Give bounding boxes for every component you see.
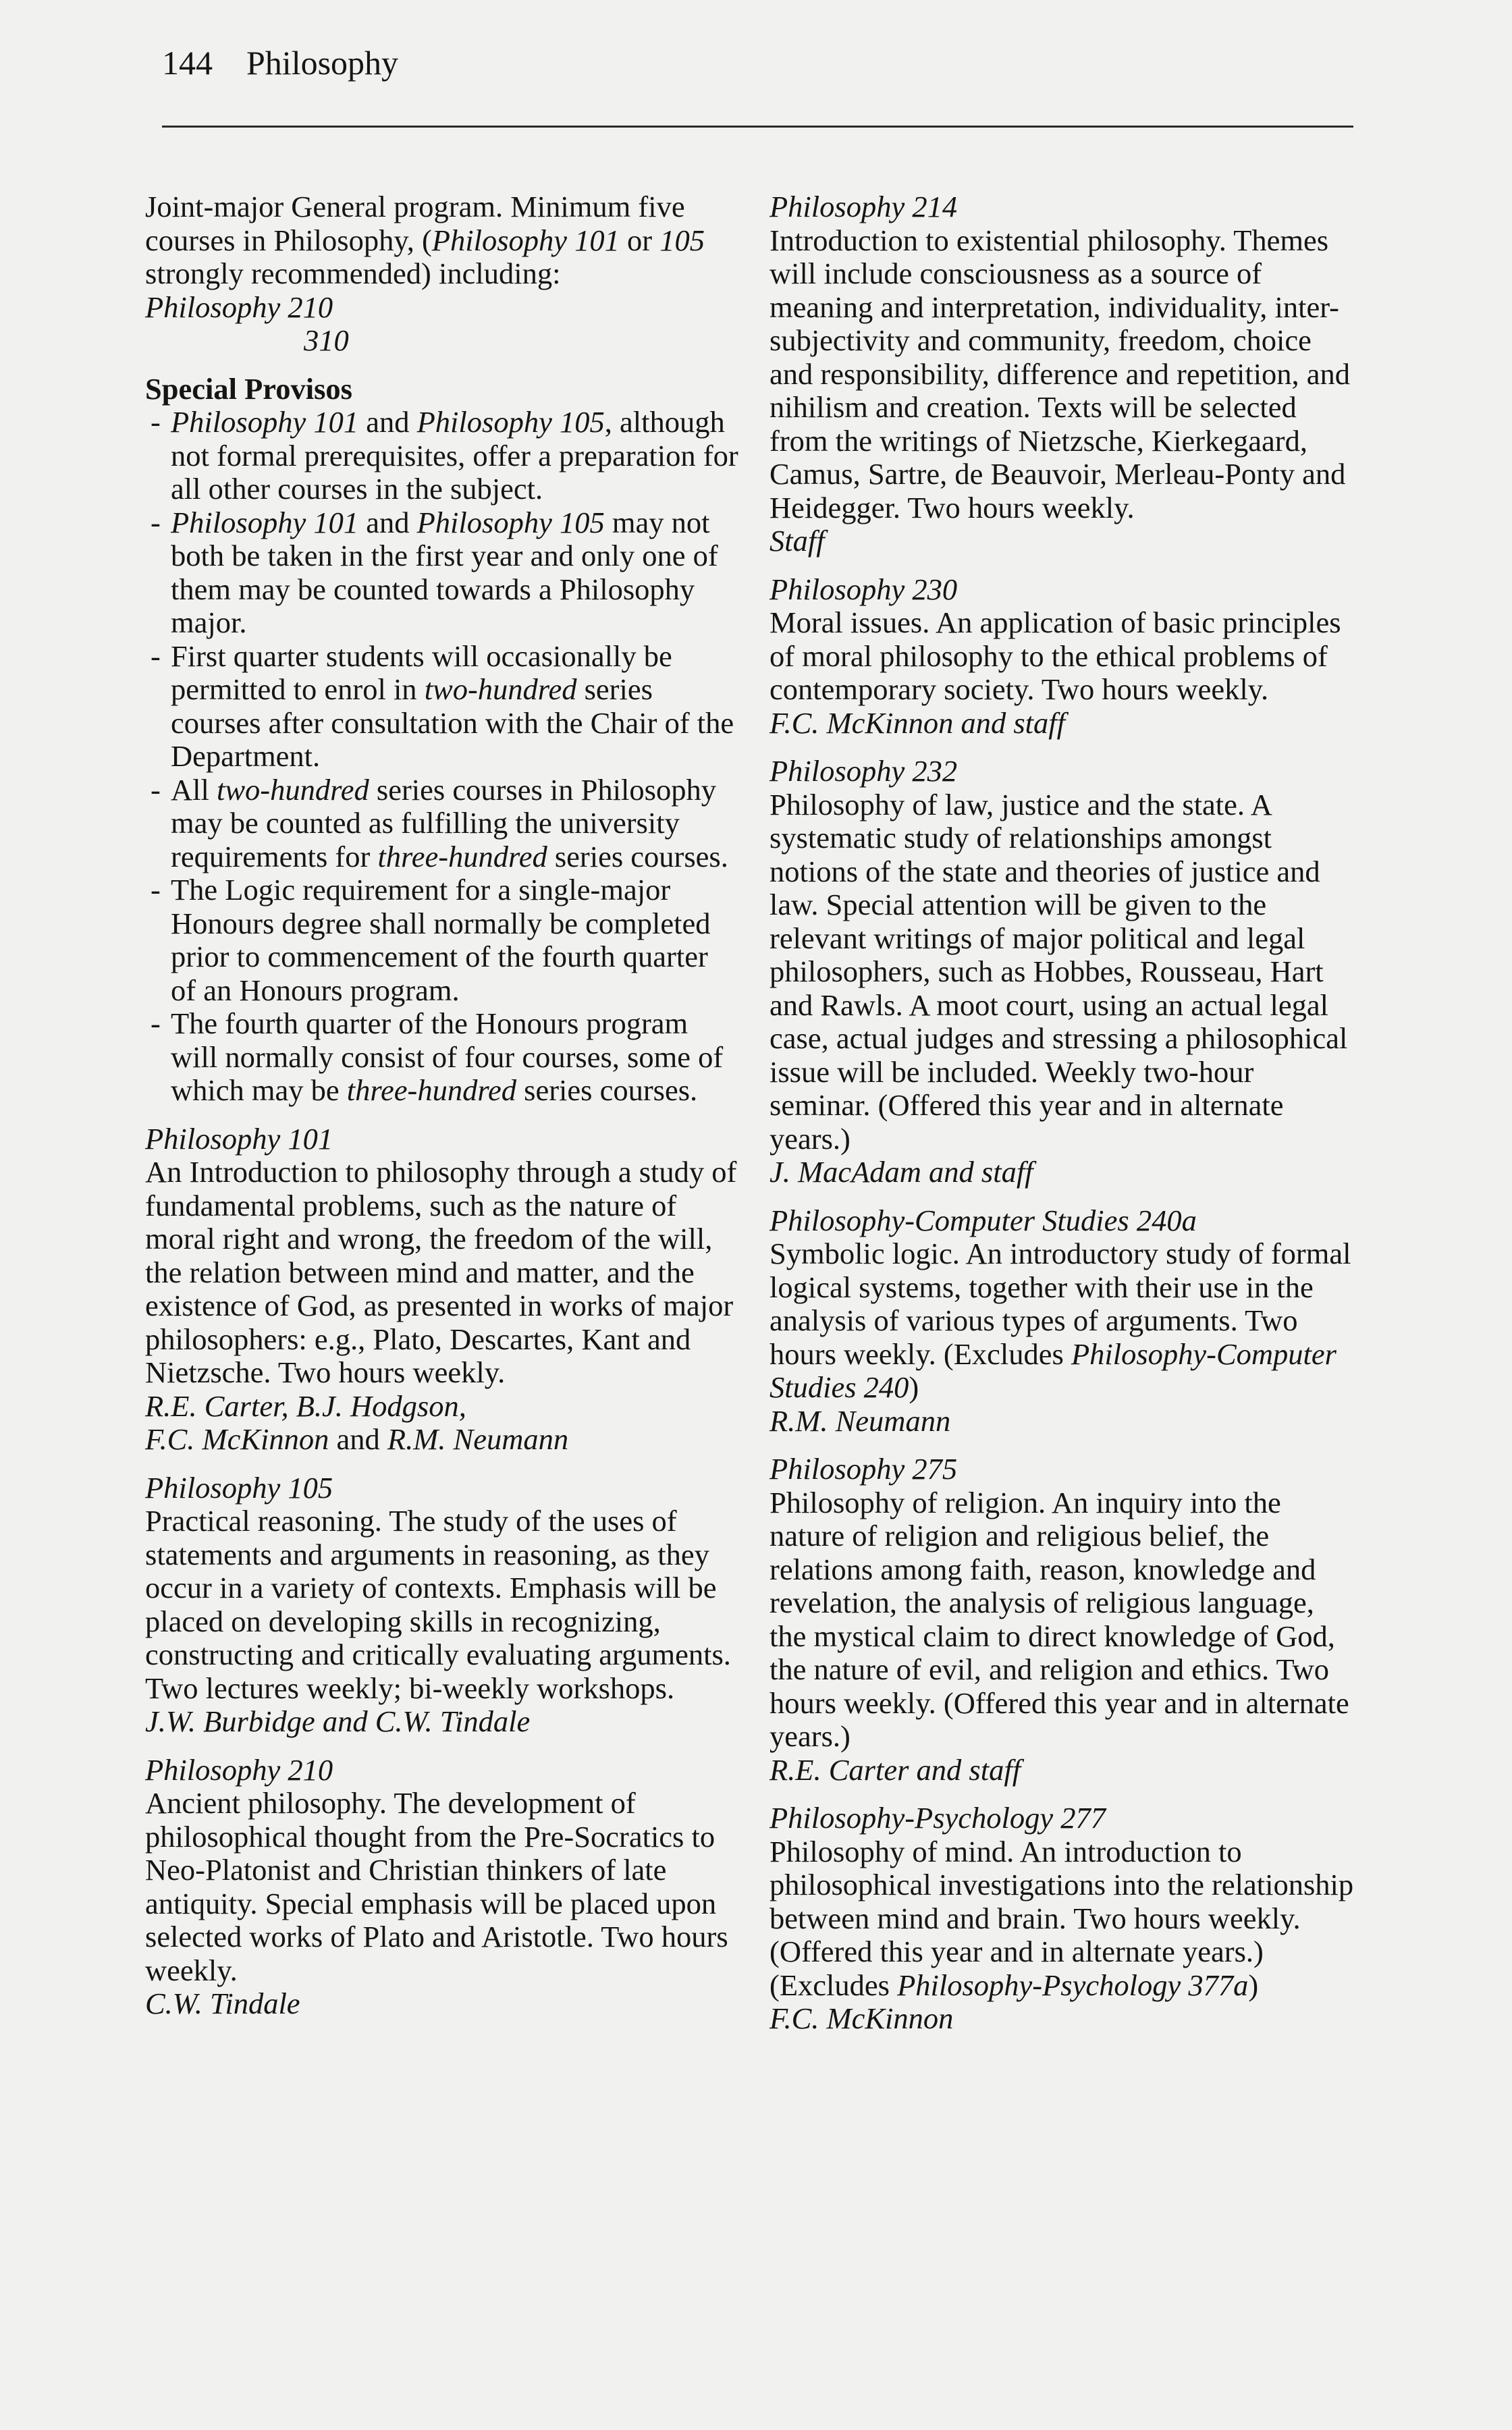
proviso-item: - Philosophy 101 and Philosophy 105 may not both be taken in the first year and only one of them may be counted towards a Philosophy major. [145, 506, 739, 640]
course-philosophy-232 [770, 755, 1357, 1189]
course-title: Philosophy-Computer Studies 240a [770, 1203, 1197, 1237]
page-number: 144 [162, 44, 213, 82]
course-instructors: F.C. McKinnon [770, 2001, 954, 2035]
course-philosophy-computer-studies-240a [770, 1204, 1357, 1438]
course-instructors: J. MacAdam and staff [770, 1155, 1033, 1189]
course-title: Philosophy-Psychology 277 [770, 1801, 1106, 1835]
course-instructors: J.W. Burbidge and C.W. Tindale [145, 1704, 531, 1738]
proviso-item: - All two-hundred series courses in Philosophy may be counted as fulfilling the university requirements for three-hundred series courses. [145, 774, 739, 874]
header-rule [162, 126, 1353, 128]
course-description: Philosophy of mind. An introduction to philosophical investigations into the relationship between mind and brain. Two hours weekly. (Offered this year and in alternate years.) (Excludes Philosophy-Psychology 377a) [770, 1834, 1354, 2002]
course-philosophy-275 [770, 1453, 1357, 1787]
course-title: Philosophy 230 [770, 572, 958, 606]
intro-text: Joint-major General program. Minimum five courses in Philosophy, (Philosophy 101 or 105 strongly recommended) including: [145, 190, 705, 290]
special-provisos-heading: Special Provisos [145, 371, 352, 406]
course-instructors: Staff [770, 524, 825, 558]
course-description: Introduction to existential philosophy. Themes will include consciousness as a source of meaning and interpretation, individuality, inter-subjectivity and community, freedom, choice and responsibility, difference and repetition, and nihilism and creation. Texts will be selected from the writings of Nietzsche, Kierkegaard, Camus, Sartre, de Beauvoir, Merleau-Ponty and Heidegger. Two hours weekly. [770, 223, 1351, 524]
course-title: Philosophy 105 [145, 1470, 333, 1505]
course-instructors: F.C. McKinnon and staff [770, 705, 1066, 740]
left-column [145, 190, 739, 2036]
intro-course-310: 310 [304, 323, 349, 357]
course-title: Philosophy 275 [770, 1452, 958, 1486]
course-philosophy-101 [145, 1123, 739, 1457]
course-instructors-cont: F.C. McKinnon and R.M. Neumann [145, 1422, 569, 1456]
course-description: Philosophy of law, justice and the state. A systematic study of relationships amongst notions of the state and theories of justice and law. Special attention will be given to the relevant writings of major political and legal philosophers, such as Hobbes, Rousseau, Hart and Rawls. A moot court, using an actual legal case, actual judges and stressing a philosophical issue will be included. Weekly two-hour seminar. (Offered this year and in alternate years.) [770, 787, 1348, 1156]
course-philosophy-230 [770, 573, 1357, 740]
proviso-item: - The fourth quarter of the Honours program will normally consist of four courses, some of which may be three-hundred series courses. [145, 1007, 739, 1108]
page-header [162, 39, 398, 86]
course-description: An Introduction to philosophy through a study of fundamental problems, such as the nature of moral right and wrong, the freedom of the will, the relation between mind and matter, and the existence of God, as presented in works of major philosophers: e.g., Plato, Descartes, Kant and Nietzsche. Two hours weekly. [145, 1155, 737, 1389]
right-column [770, 190, 1357, 2051]
course-description: Practical reasoning. The study of the uses of statements and arguments in reasoning, as they occur in a variety of contexts. Emphasis will be placed on developing skills in recognizing, constructing and critically evaluating arguments. Two lectures weekly; bi-weekly workshops. [145, 1504, 731, 1705]
course-philosophy-105 [145, 1472, 739, 1739]
course-description: Philosophy of religion. An inquiry into the nature of religion and religious belief, the relations among faith, reason, knowledge and revelation, the analysis of religious language, the mystical claim to direct knowledge of God, the nature of evil, and religion and ethics. Two hours weekly. (Offered this year and in alternate years.) [770, 1485, 1349, 1753]
course-title: Philosophy 101 [145, 1121, 333, 1156]
course-instructors: C.W. Tindale [145, 1987, 300, 2020]
course-title: Philosophy 232 [770, 754, 958, 788]
course-title: Philosophy 210 [145, 1752, 333, 1787]
course-title: Philosophy 214 [770, 190, 958, 223]
course-description: Moral issues. An application of basic principles of moral philosophy to the ethical problems of contemporary society. Two hours weekly. [770, 605, 1341, 706]
proviso-item: - Philosophy 101 and Philosophy 105, although not formal prerequisites, offer a preparation for all other courses in the subject. [145, 406, 739, 506]
course-instructors: R.M. Neumann [770, 1403, 951, 1438]
proviso-item: - The Logic requirement for a single-major Honours degree shall normally be completed prior to commencement of the fourth quarter of an Honours program. [145, 873, 739, 1007]
course-description: Ancient philosophy. The development of philosophical thought from the Pre-Socratics to Neo-Platonist and Christian thinkers of late antiquity. Special emphasis will be placed upon selected works of Plato and Aristotle. Two hours weekly. [145, 1786, 728, 1987]
course-instructors: R.E. Carter and staff [770, 1752, 1021, 1787]
course-instructors: R.E. Carter, B.J. Hodgson, [145, 1388, 466, 1423]
course-philosophy-214 [770, 190, 1357, 558]
joint-major-intro [145, 190, 739, 358]
course-philosophy-210 [145, 1754, 739, 2021]
course-description: Symbolic logic. An introductory study of formal logical systems, together with their use in the analysis of various types of arguments. Two hours weekly. (Excludes Philosophy-Computer Studies 240) [770, 1237, 1351, 1404]
page-title: Philosophy [246, 44, 399, 82]
proviso-item: - First quarter students will occasionally be permitted to enrol in two-hundred series courses after consultation with the Chair of the Department. [145, 640, 739, 774]
special-provisos-list [145, 406, 739, 1108]
intro-course-210: Philosophy 210 [145, 290, 333, 324]
course-philosophy-psychology-277 [770, 1802, 1357, 2036]
